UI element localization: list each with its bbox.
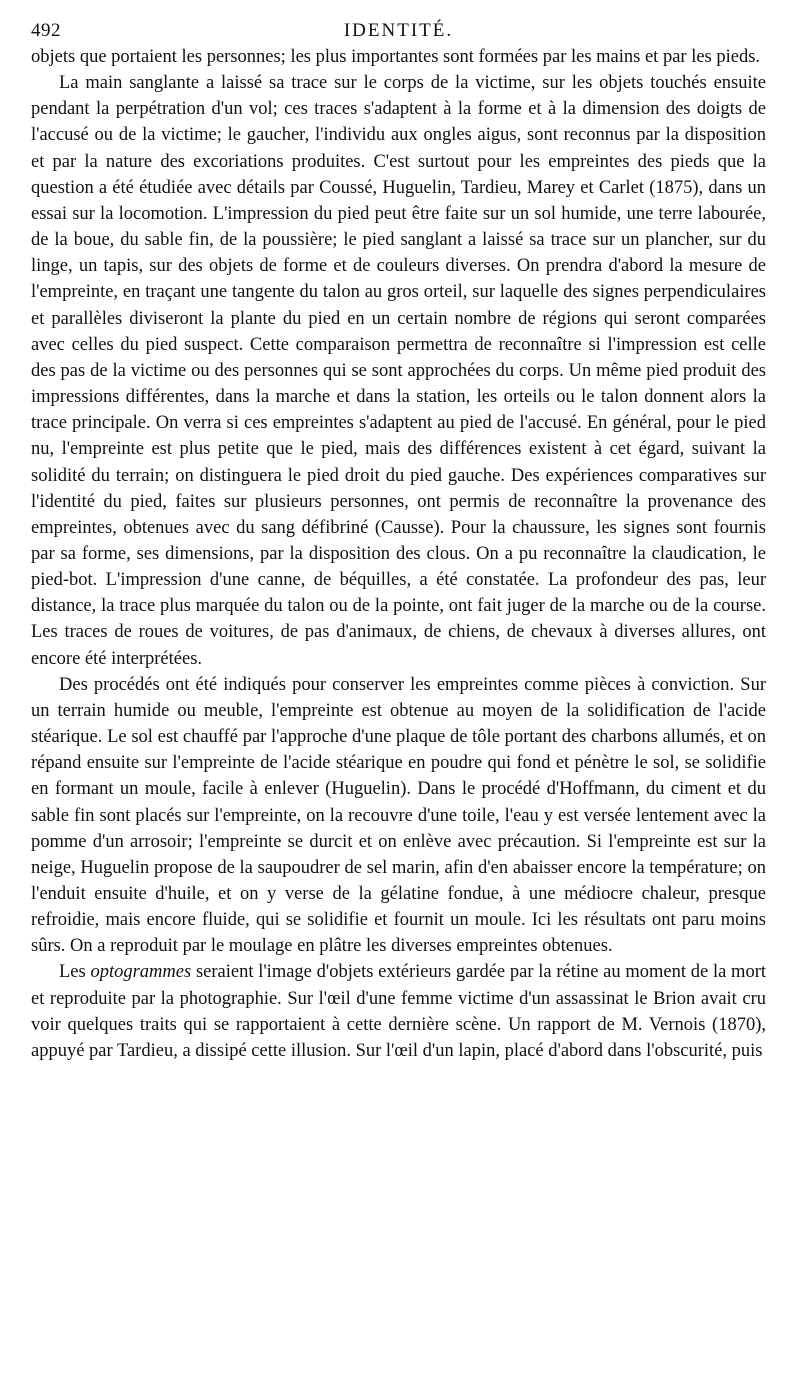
body-text: [31, 44, 766, 1064]
running-head: [31, 0, 766, 44]
paragraph-lead: Les: [59, 962, 91, 983]
paragraph-footprints: La main sanglante a laissé sa trace sur le corps de la victime, sur les objets touchés ensuite pendant la perpétration d'un vol; ces traces s'adaptent à la forme et à la dimension des doigts de l'accusé ou de la victime; le gaucher, l'individu aux ongles aigus, sont reconnus par la disposition et par la nature des excoriations produites. C'est surtout pour les empreintes des pieds que la question a été étudiée avec détails par Coussé, Huguelin, Tardieu, Marey et Carlet (1875), dans un essai sur la locomotion. L'impression du pied peut être faite sur un sol humide, une terre labourée, de la boue, du sable fin, de la poussière; le pied sanglant a laissé sa trace sur un plancher, sur du linge, un tapis, sur des objets de forme et de couleurs diverses. On prendra d'abord la mesure de l'empreinte, en traçant une tangente du talon au gros orteil, sur laquelle des signes perpendiculaires et parallèles diviseront la plante du pied en un certain nombre de régions qui seront comparées avec celles du pied suspect. Cette comparaison permettra de reconnaître si l'impression est celle des pas de la victime ou des personnes qui se sont approchées du corps. Un même pied produit des impressions différentes, dans la marche et dans la station, les orteils ou le talon donnent alors la trace principale. On verra si ces empreintes s'adaptent au pied de l'accusé. En général, pour le pied nu, l'empreinte est plus petite que le pied, mais des différences existent à cet égard, suivant la solidité du terrain; on distinguera le pied droit du pied gauche. Des expériences comparatives sur l'identité du pied, faites sur plusieurs personnes, ont permis de reconnaître la provenance des empreintes, obtenues avec du sang défibriné (Causse). Pour la chaussure, les signes sont fournis par sa forme, ses dimensions, par la disposition des clous. On a pu reconnaître la claudication, le pied-bot. L'impression d'une canne, de béquilles, a été constatée. La profondeur des pas, leur distance, la trace plus marquée du talon ou de la pointe, ont fait juger de la marche ou de la course. Les traces de roues de voitures, de pas d'animaux, de chiens, de chevaux à diverses allures, ont encore été interprétées.: [31, 73, 766, 669]
paragraph-body: seraient l'image d'objets extérieurs gardée par la rétine au moment de la mort et reproduite par la photographie. Sur l'œil d'une femme victime d'un assassinat le Brion avait cru voir quelques traits qui se rapportaient à cette dernière scène. Un rapport de M. Vernois (1870), appuyé par Tardieu, a dissipé cette illusion. Sur l'œil d'un lapin, placé d'abord dans l'obscurité, puis: [31, 962, 766, 1061]
italic-term: optogrammes: [90, 962, 192, 983]
paragraph-casting-procedures: Des procédés ont été indiqués pour conserver les empreintes comme pièces à conviction. Sur un terrain humide ou meuble, l'empreinte est obtenue au moyen de la solidification de l'acide stéarique. Le sol est chauffé par l'approche d'une plaque de tôle portant des charbons allumés, et on répand ensuite sur l'empreinte de l'acide stéarique en poudre qui fond et pénètre le sol, se solidifie en formant un moule, facile à enlever (Huguelin). Dans le procédé d'Hoffmann, du ciment et du sable fin sont placés sur l'empreinte, on la recouvre d'une toile, l'eau y est versée lentement avec la pomme d'un arrosoir; l'empreinte se durcit et on enlève avec précaution. Si l'empreinte est sur la neige, Huguelin propose de la saupoudrer de sel marin, afin d'en abaisser encore la température; on l'enduit ensuite d'huile, et on y verse de la gélatine fondue, à une médiocre chaleur, presque refroidie, mais encore fluide, qui se solidifie et fournit un moule. Ici les résultats ont paru moins sûrs. On a reproduit par le moulage en plâtre les diverses empreintes obtenues.: [31, 674, 766, 957]
page-number: 492: [31, 20, 61, 41]
paragraph-optogrammes: [31, 959, 766, 1064]
running-title: IDENTITÉ.: [343, 20, 454, 41]
paragraph-continuation: objets que portaient les personnes; les plus importantes sont formées par les mains et par les pieds.: [31, 47, 761, 67]
book-page: [31, 0, 766, 1397]
